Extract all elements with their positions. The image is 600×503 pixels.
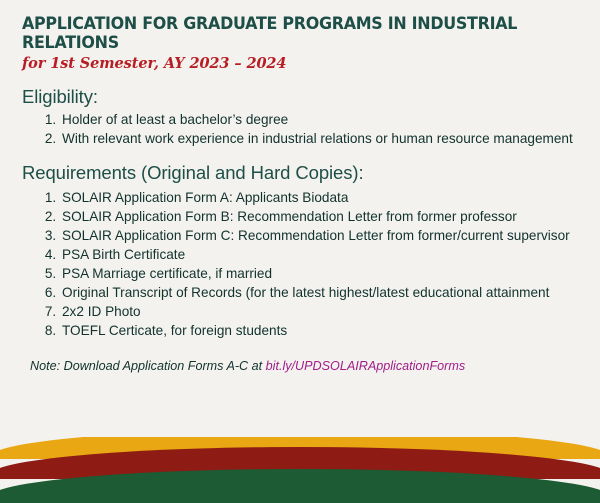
eligibility-heading: Eligibility: [22, 85, 98, 107]
download-note [30, 359, 578, 373]
list-item: 7. 2x2 ID Photo [60, 303, 578, 320]
list-item: 2. With relevant work experience in industrial relations or human resource management [60, 130, 578, 148]
list-item: 1. SOLAIR Application Form A: Applicants Biodata [60, 189, 578, 206]
list-item: 8. TOEFL Certicate, for foreign students [60, 322, 578, 339]
page-subtitle: for 1st Semester, AY 2023 – 2024 [22, 54, 287, 72]
application-forms-link[interactable]: bit.ly/UPDSOLAIRApplicationForms [265, 358, 466, 373]
list-item: 3. SOLAIR Application Form C: Recommendation Letter from former/current supervisor [60, 227, 578, 244]
page-title: APPLICATION FOR GRADUATE PROGRAMS IN INDUSTRIAL RELATIONS [22, 14, 518, 53]
eligibility-list [22, 111, 578, 148]
note-text: Note: Download Application Forms A-C at [30, 358, 266, 373]
list-item: 4. PSA Birth Certificate [60, 246, 578, 263]
requirements-heading: Requirements (Original and Hard Copies): [22, 162, 364, 184]
requirements-list [22, 189, 578, 339]
list-item: 2. SOLAIR Application Form B: Recommendation Letter from former professor [60, 208, 578, 225]
list-item: 5. PSA Marriage certificate, if married [60, 265, 578, 282]
list-item: 6. Original Transcript of Records (for the latest highest/latest educational attainment [60, 284, 578, 301]
list-item: 1. Holder of at least a bachelor’s degree [60, 111, 578, 129]
decorative-bands [0, 437, 600, 503]
